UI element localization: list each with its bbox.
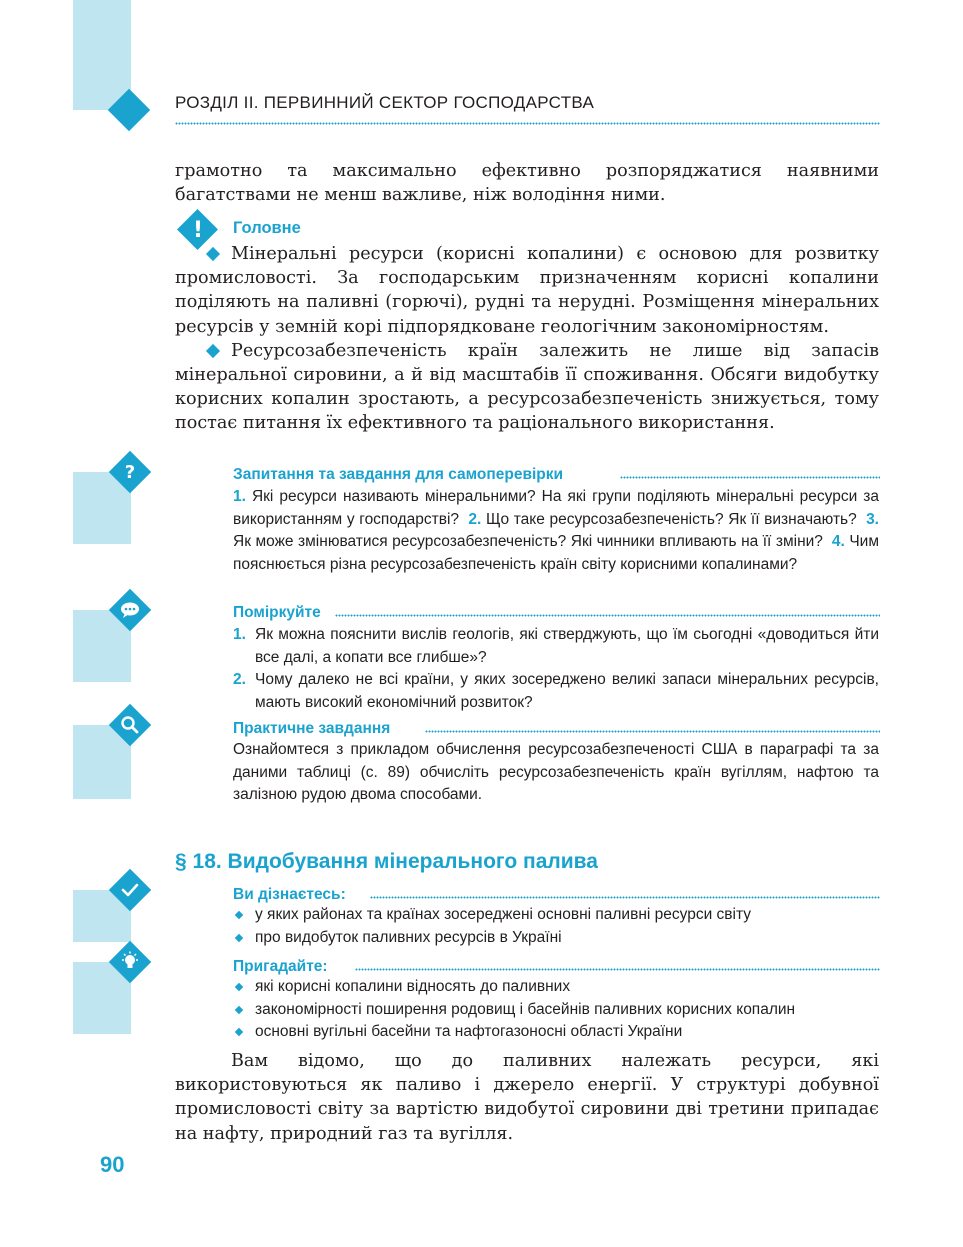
main-points-body <box>175 242 879 436</box>
section-body <box>175 1049 879 1146</box>
think-list <box>233 624 879 714</box>
learn-divider <box>370 895 880 900</box>
header-divider <box>175 121 880 126</box>
question-text: Як може змінюватися ресурсозабезпеченість? Які чинники впливають на її зміни? <box>233 533 823 551</box>
chapter-title: РОЗДІЛ ІІ. ПЕРВИННИЙ СЕКТОР ГОСПОДАРСТВА <box>175 93 595 112</box>
bullet-diamond-icon <box>206 247 220 261</box>
list-item: які корисні копалини відносять до паливних <box>233 976 879 999</box>
learn-title: Ви дізнаєтесь: <box>233 886 346 903</box>
recall-list <box>233 976 879 1044</box>
self-check-title: Запитання та завдання для самоперевірки <box>233 466 564 483</box>
question-icon: ? <box>124 461 136 483</box>
page-number: 90 <box>100 1152 125 1177</box>
bullet-diamond-icon <box>206 344 220 358</box>
practical-divider <box>425 729 880 734</box>
practical-title: Практичне завдання <box>233 720 391 737</box>
recall-divider <box>355 967 880 972</box>
question-text: Чим пояснюється різна ресурсозабезпеченість країн світу корисними копалинами? <box>233 533 879 573</box>
list-item: у яких районах та країнах зосереджені основні паливні ресурси світу <box>233 904 879 927</box>
learn-list <box>233 904 879 949</box>
self-check-divider <box>620 475 880 480</box>
lightbulb-icon <box>108 940 152 984</box>
think-item: 2. Чому далеко не всі країни, у яких зосереджено великі запаси мінеральних ресурсів, мають високий економічний розвиток? <box>233 671 879 711</box>
main-points-title: Головне <box>233 219 301 237</box>
section-heading: § 18. Видобування мінерального палива <box>175 850 598 873</box>
self-check-text <box>233 486 879 576</box>
question-number: 1. <box>233 488 246 505</box>
think-divider <box>335 613 880 618</box>
main-point-2: Ресурсозабезпеченість країн залежить не лише від запасів мінеральної сировини, а й від масштабів її споживання. Обсяги видобутку корисних копалин зростають, а ресурсозабезпеченість знижується, тому постає питання їх ефективного та раціонального використання. <box>175 340 879 434</box>
think-title: Поміркуйте <box>233 604 321 621</box>
think-item: 1. Як можна пояснити вислів геологів, які стверджують, що їм сьогодні «доводиться йти все далі, а копати все глибше»? <box>233 626 879 666</box>
exclamation-icon: ! <box>192 217 204 243</box>
magnifier-icon <box>108 703 152 747</box>
checkmark-icon <box>108 868 152 912</box>
section-body-text: Вам відомо, що до паливних належать ресурси, які використовуються як паливо і джерело енергії. У структурі добувної промисловості світу за вартістю видобутої сировини дві третини припадає на нафту, природний газ та вугілля. <box>175 1051 879 1144</box>
question-number: 2. <box>468 510 482 528</box>
question-text: Що таке ресурсозабезпеченість? Як її визначають? <box>485 510 857 528</box>
list-item: закономірності поширення родовищ і басейнів паливних корисних копалин <box>233 999 879 1022</box>
intro-paragraph <box>175 159 879 207</box>
main-point-1: Мінеральні ресурси (корисні копалини) є основою для розвитку промисловості. За господарським призначенням корисні копалини поділяють на паливні (горючі), рудні та нерудні. Розміщення мінеральних ресурсів у земній корі підпорядковане геологічним закономірностям. <box>175 244 879 337</box>
practical-text: Ознайомтеся з прикладом обчислення ресурсозабезпеченості США в параграфі та за даними таблиці (с. 89) обчисліть ресурсозабезпеченість країн вугіллям, нафтою та залізною рудою двома способами. <box>233 741 879 804</box>
question-text: Які ресурси називають мінеральними? На які групи поділяють мінеральні ресурси за використанням у господарстві? <box>233 488 879 528</box>
intro-text: грамотно та максимально ефективно розпоряджатися наявними багатствами не менш важливе, ніж володіння ними. <box>175 161 879 206</box>
speech-bubble-icon <box>108 588 152 632</box>
list-item: основні вугільні басейни та нафтогазоносні області України <box>233 1021 879 1044</box>
recall-title: Пригадайте: <box>233 958 328 975</box>
list-item: про видобуток паливних ресурсів в Україні <box>233 927 879 950</box>
question-number: 3. <box>866 510 879 528</box>
question-number: 4. <box>831 533 845 551</box>
